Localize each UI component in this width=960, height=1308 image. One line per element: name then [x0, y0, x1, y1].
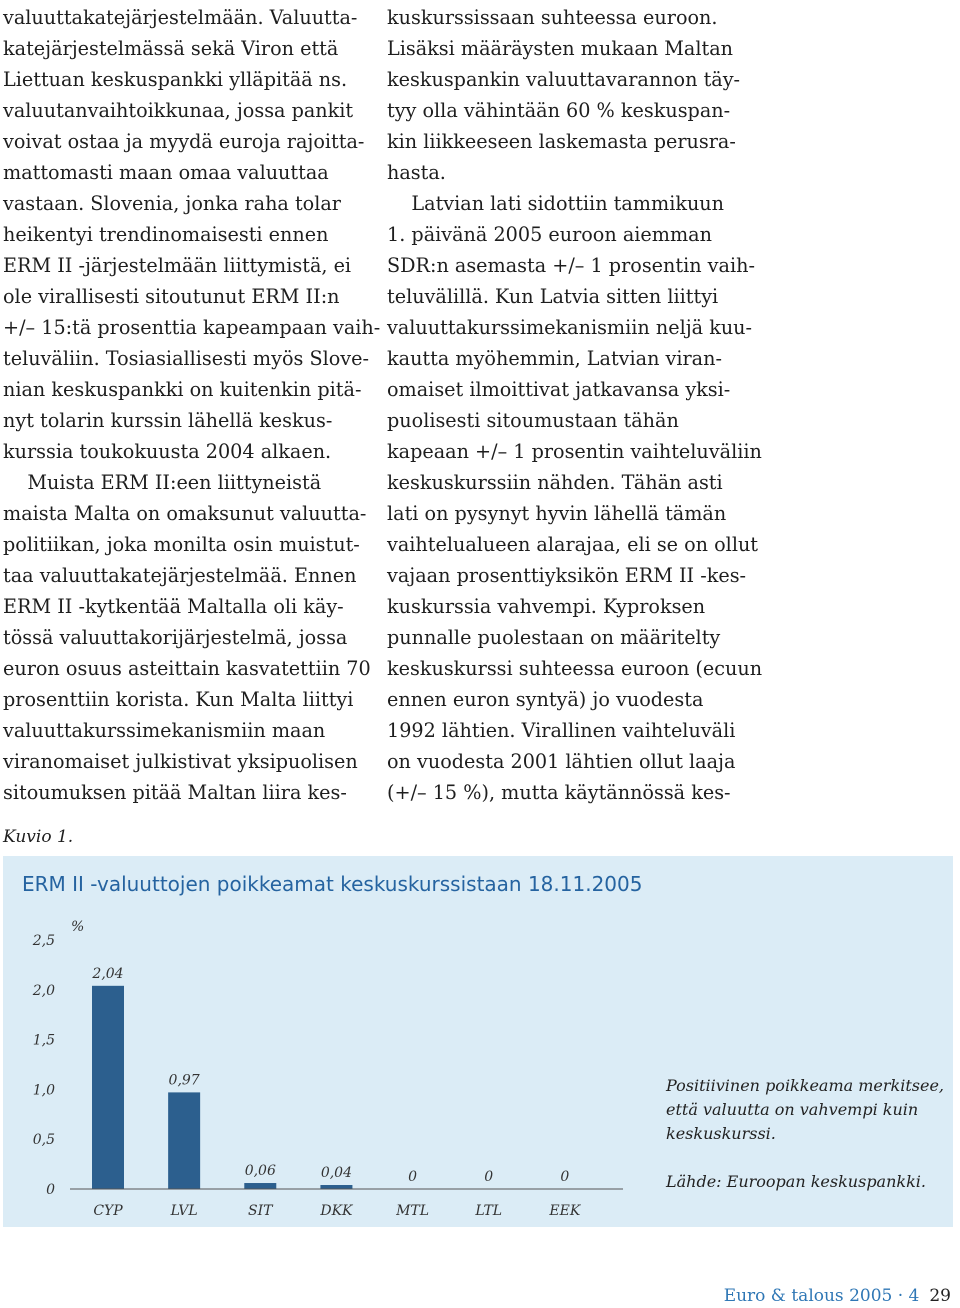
note-line: keskuskurssi.	[666, 1124, 776, 1143]
text-line: Lisäksi määräysten mukaan Maltan	[387, 37, 734, 60]
text-line: 1. päivänä 2005 euroon aiemman	[387, 223, 712, 246]
page-number: 29	[929, 1286, 951, 1306]
text-line: heikentyi trendinomaisesti ennen	[3, 223, 329, 246]
text-line: kin liikkeeseen laskemasta perusra-	[387, 130, 736, 153]
data-label: 0,06	[244, 1163, 276, 1180]
data-label: 0,97	[168, 1072, 200, 1089]
text-line: ennen euron syntyä) jo vuodesta	[387, 688, 704, 711]
text-line: teluväliin. Tosiasiallisesti myös Slove-	[3, 347, 369, 370]
text-line: valuutanvaihtoikkunaa, jossa pankit	[3, 99, 354, 122]
figure-label: Kuvio 1.	[3, 827, 74, 847]
text-line: voivat ostaa ja myydä euroja rajoitta-	[3, 130, 365, 153]
note-line: Positiivinen poikkeama merkitsee,	[666, 1076, 945, 1095]
text-line: 1992 lähtien. Virallinen vaihteluväli	[387, 719, 736, 742]
text-line: hasta.	[387, 161, 446, 184]
data-label: 0,04	[320, 1165, 353, 1182]
x-tick-label: SIT	[248, 1203, 273, 1219]
bar	[244, 1183, 276, 1189]
data-label: 0	[560, 1169, 570, 1185]
text-line: lati on pysynyt hyvin lähellä tämän	[387, 502, 727, 525]
x-tick-label: DKK	[320, 1203, 353, 1219]
text-line: maista Malta on omaksunut valuutta-	[3, 502, 367, 525]
y-tick-label: 0,5	[32, 1132, 55, 1149]
text-line: valuuttakurssimekanismiin neljä kuu-	[387, 316, 753, 339]
text-line: +/– 15:tä prosenttia kapeampaan vaih-	[3, 316, 381, 339]
data-label: 0	[484, 1169, 494, 1185]
text-line: vaihtelualueen alarajaa, eli se on ollut	[387, 533, 759, 556]
text-line: Latvian lati sidottiin tammikuun	[387, 192, 725, 215]
text-line: valuuttakatejärjestelmään. Valuutta-	[3, 6, 358, 29]
y-tick-label: 0	[46, 1182, 55, 1198]
x-tick-label: LVL	[170, 1203, 198, 1219]
text-line: teluvälillä. Kun Latvia sitten liittyi	[387, 285, 719, 308]
text-line: vastaan. Slovenia, jonka raha tolar	[3, 192, 341, 215]
text-line: tössä valuuttakorijärjestelmä, jossa	[3, 626, 348, 649]
x-tick-label: CYP	[93, 1203, 123, 1219]
publication-name: Euro & talous 2005 · 4	[723, 1286, 920, 1306]
text-line: ERM II -järjestelmään liittymistä, ei	[3, 254, 352, 277]
text-line: kuskurssia vahvempi. Kyproksen	[387, 595, 706, 618]
text-line: politiikan, joka monilta osin muistut-	[3, 533, 360, 556]
text-line: valuuttakurssimekanismiin maan	[3, 719, 326, 742]
text-line: nyt tolarin kurssin lähellä keskus-	[3, 409, 333, 432]
text-line: prosenttiin korista. Kun Malta liittyi	[3, 688, 354, 711]
text-line: ERM II -kytkentää Maltalla oli käy-	[3, 595, 344, 618]
note-line: että valuutta on vahvempi kuin	[666, 1100, 919, 1119]
data-label: 2,04	[92, 965, 124, 982]
text-line: (+/– 15 %), mutta käytännössä kes-	[387, 781, 731, 804]
chart-title: ERM II -valuuttojen poikkeamat keskuskurssistaan 18.11.2005	[22, 872, 643, 896]
text-line: kautta myöhemmin, Latvian viran-	[387, 347, 722, 370]
x-tick-label: EEK	[549, 1203, 581, 1219]
chart-source: Lähde: Euroopan keskuspankki.	[666, 1172, 926, 1191]
text-line: omaiset ilmoittivat jatkavansa yksi-	[387, 378, 731, 401]
text-line: keskuspankin valuuttavarannon täy-	[387, 68, 741, 91]
figure-panel	[3, 856, 953, 1227]
data-label: 0	[408, 1169, 418, 1185]
text-line: mattomasti maan omaa valuuttaa	[3, 161, 329, 184]
bar	[92, 986, 124, 1189]
text-line: on vuodesta 2001 lähtien ollut laaja	[387, 750, 736, 773]
text-line: taa valuuttakatejärjestelmää. Ennen	[3, 564, 357, 587]
text-line: puolisesti sitoumustaan tähän	[387, 409, 679, 432]
text-line: tyy olla vähintään 60 % keskuspan-	[387, 99, 731, 122]
body-text-right-column	[387, 2, 763, 808]
text-line: kuskurssissaan suhteessa euroon.	[387, 6, 718, 29]
bar	[320, 1185, 352, 1189]
body-text-left-column	[3, 2, 381, 808]
x-tick-label: MTL	[396, 1203, 430, 1219]
text-line: kapeaan +/– 1 prosentin vaihteluväliin	[387, 440, 762, 463]
text-line: punnalle puolestaan on määritelty	[387, 626, 721, 649]
text-line: ole virallisesti sitoutunut ERM II:n	[3, 285, 340, 308]
text-line: nian keskuspankki on kuitenkin pitä-	[3, 378, 362, 401]
text-line: keskuskurssiin nähden. Tähän asti	[387, 471, 723, 494]
text-line: Muista ERM II:een liittyneistä	[3, 471, 322, 494]
text-line: keskuskurssi suhteessa euroon (ecuun	[387, 657, 763, 680]
text-line: katejärjestelmässä sekä Viron että	[3, 37, 339, 60]
text-line: Liettuan keskuspankki ylläpitää ns.	[3, 68, 348, 91]
x-tick-label: LTL	[475, 1203, 503, 1219]
page-footer	[724, 1284, 951, 1308]
y-tick-label: 2,5	[32, 933, 55, 949]
y-tick-label: 2,0	[32, 982, 55, 999]
text-line: SDR:n asemasta +/– 1 prosentin vaih-	[387, 254, 755, 277]
y-axis-unit: %	[71, 919, 85, 935]
y-tick-label: 1,5	[32, 1032, 55, 1049]
chart-note	[666, 1074, 946, 1146]
text-line: viranomaiset julkistivat yksipuolisen	[3, 750, 358, 773]
y-tick-label: 1,0	[32, 1082, 55, 1099]
text-line: sitoumuksen pitää Maltan liira kes-	[3, 781, 347, 804]
bar	[168, 1092, 200, 1189]
text-line: kurssia toukokuusta 2004 alkaen.	[3, 440, 332, 463]
text-line: euron osuus asteittain kasvatettiin 70	[3, 657, 371, 680]
text-line: vajaan prosenttiyksikön ERM II -kes-	[387, 564, 747, 587]
